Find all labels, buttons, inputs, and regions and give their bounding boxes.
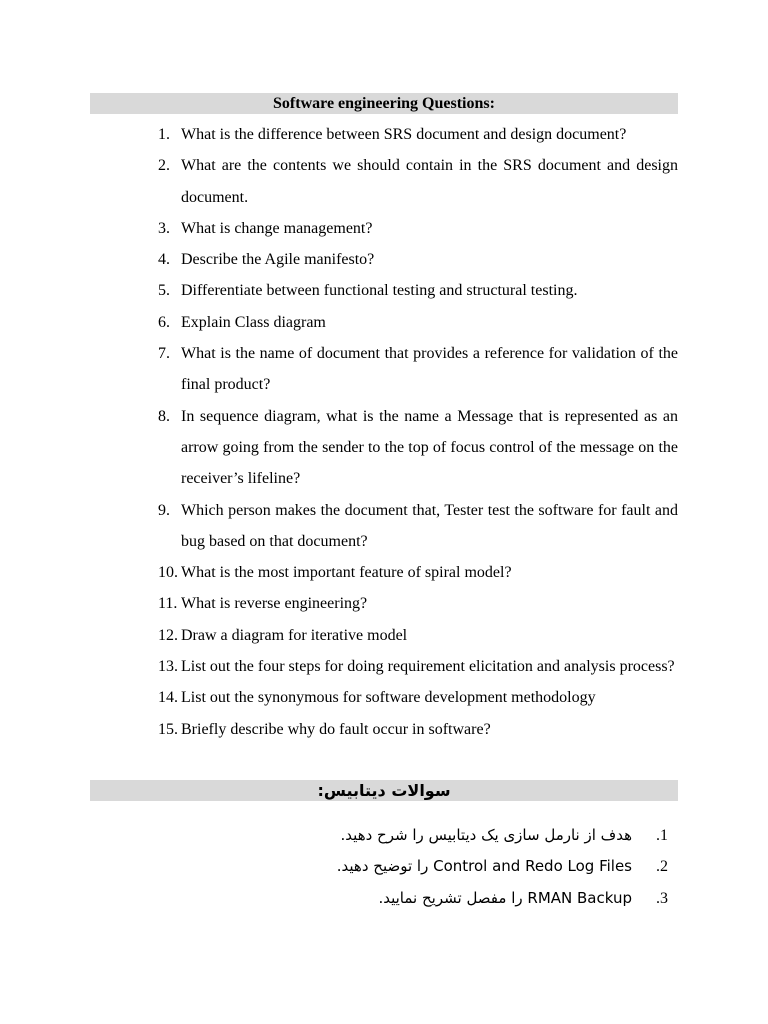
software-engineering-question-list — [90, 119, 678, 745]
database-question-list — [90, 820, 678, 914]
database-question-text: Control and Redo Log Files را توضیح دهید. — [336, 857, 632, 876]
question-text: Which person makes the document that, Tester test the software for fault and bug based on that document? — [181, 501, 678, 550]
question-number: 14. — [158, 689, 178, 707]
database-question-number: .2 — [656, 858, 668, 876]
database-question-number: .3 — [656, 889, 668, 907]
question-number: 2. — [158, 157, 170, 175]
question-item — [90, 119, 678, 150]
question-text: What is the name of document that provides a reference for validation of the final product? — [181, 345, 678, 394]
question-item — [90, 244, 678, 275]
question-item — [90, 150, 678, 213]
question-text: What is the most important feature of spiral model? — [181, 564, 512, 582]
database-question-text: هدف از نارمل سازی یک دیتابیس را شرح دهید. — [340, 826, 632, 844]
question-item — [90, 620, 678, 651]
question-text: What are the contents we should contain in the SRS document and design document. — [181, 157, 678, 206]
question-item — [90, 401, 678, 495]
database-question-item — [90, 851, 678, 882]
question-number: 11. — [158, 595, 178, 613]
question-number: 5. — [158, 282, 170, 300]
question-text: What is change management? — [181, 219, 373, 237]
database-question-text: RMAN Backup را مفصل تشریح نمایید. — [378, 888, 632, 907]
question-item — [90, 714, 678, 745]
question-item — [90, 651, 678, 682]
question-number: 6. — [158, 313, 170, 331]
question-number: 9. — [158, 501, 170, 519]
question-number: 10. — [158, 564, 178, 582]
question-item — [90, 338, 678, 401]
question-text: List out the synonymous for software development methodology — [181, 689, 596, 707]
question-number: 1. — [158, 126, 170, 143]
question-item — [90, 588, 678, 619]
question-item — [90, 307, 678, 338]
question-text: Differentiate between functional testing and structural testing. — [181, 282, 578, 300]
question-number: 15. — [158, 720, 178, 738]
question-text: Describe the Agile manifesto? — [181, 251, 375, 269]
question-text: Briefly describe why do fault occur in software? — [181, 720, 491, 738]
software-engineering-heading: Software engineering Questions: — [90, 93, 678, 114]
question-text: Explain Class diagram — [181, 313, 326, 331]
database-questions-heading: سوالات دیتابیس: — [90, 780, 678, 801]
question-item — [90, 213, 678, 244]
question-number: 3. — [158, 219, 170, 237]
database-question-item — [90, 883, 678, 914]
question-item — [90, 495, 678, 558]
question-number: 7. — [158, 345, 170, 363]
question-text: What is the difference between SRS document and design document? — [181, 126, 627, 143]
database-question-item — [90, 820, 678, 851]
database-question-number: .1 — [656, 827, 668, 844]
question-number: 8. — [158, 407, 170, 425]
question-item — [90, 682, 678, 713]
question-number: 13. — [158, 658, 178, 676]
question-text: Draw a diagram for iterative model — [181, 626, 408, 644]
question-number: 4. — [158, 251, 170, 269]
question-item — [90, 557, 678, 588]
question-text: What is reverse engineering? — [181, 595, 368, 613]
question-number: 12. — [158, 626, 178, 644]
question-text: In sequence diagram, what is the name a Message that is represented as an arrow going from the sender to the top of focus control of the message on the receiver’s lifeline? — [181, 407, 678, 488]
question-item — [90, 275, 678, 306]
question-text: List out the four steps for doing requirement elicitation and analysis process? — [181, 658, 675, 676]
